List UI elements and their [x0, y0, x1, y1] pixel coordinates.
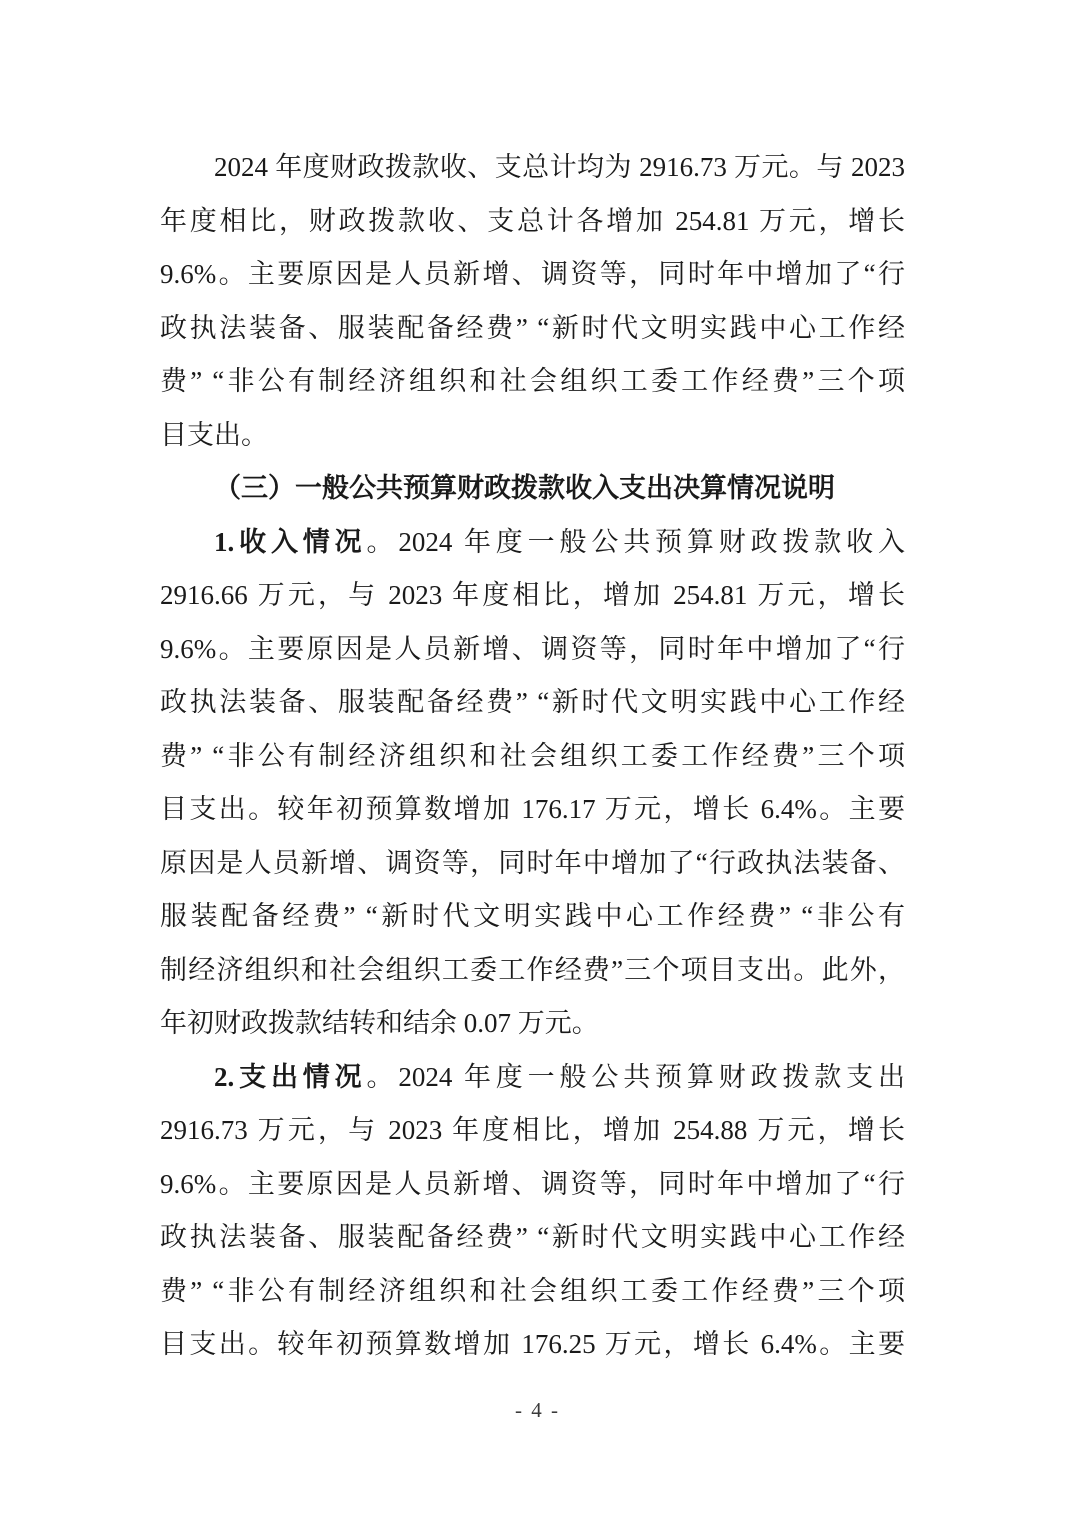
paragraph-line: 政执法装备、服装配备经费” “新时代文明实践中心工作经: [160, 687, 905, 717]
paragraph-line: [160, 516, 905, 570]
expense-item-label: 2.支出情况: [214, 1061, 367, 1092]
paragraph-line: 9.6%。主要原因是人员新增、调资等，同时年中增加了“行: [160, 259, 905, 289]
section-heading: （三）一般公共预算财政拨款收入支出决算情况说明: [214, 473, 835, 503]
paragraph-line: [160, 1051, 905, 1105]
paragraph-line: 9.6%。主要原因是人员新增、调资等，同时年中增加了“行: [160, 1168, 905, 1199]
paragraph-line: 年初财政拨款结转和结余 0.07 万元。: [160, 1008, 599, 1038]
paragraph-line: 2916.66 万元，与 2023 年度相比，增加 254.81 万元，增长: [160, 580, 905, 610]
paragraph-text: 。2024 年度一般公共预算财政拨款收入: [366, 526, 905, 557]
paragraph-line: 目支出。较年初预算数增加 176.25 万元，增长 6.4%。主要: [160, 1329, 905, 1359]
paragraph-line: 费” “非公有制经济组织和社会组织工委工作经费”三个项: [160, 366, 905, 396]
paragraph-line: 9.6%。主要原因是人员新增、调资等，同时年中增加了“行: [160, 633, 905, 664]
paragraph-line: 费” “非公有制经济组织和社会组织工委工作经费”三个项: [160, 1275, 905, 1306]
paragraph-line: 服装配备经费” “新时代文明实践中心工作经费” “非公有: [160, 901, 905, 931]
paragraph-line: 政执法装备、服装配备经费” “新时代文明实践中心工作经: [160, 1222, 905, 1252]
page-number: - 4 -: [515, 1398, 560, 1422]
income-item-label: 1.收入情况: [214, 526, 367, 557]
paragraph-line: 制经济组织和社会组织工委工作经费”三个项目支出。此外，: [160, 954, 905, 985]
document-body: [160, 141, 905, 1372]
paragraph-line: 目支出。较年初预算数增加 176.17 万元，增长 6.4%。主要: [160, 794, 905, 824]
paragraph-line: 2916.73 万元，与 2023 年度相比，增加 254.88 万元，增长: [160, 1115, 905, 1145]
paragraph-text: 。2024 年度一般公共预算财政拨款支出: [366, 1061, 905, 1092]
paragraph-line: 2024 年度财政拨款收、支总计均为 2916.73 万元。与 2023: [214, 152, 905, 182]
paragraph-line: 目支出。: [160, 419, 268, 450]
paragraph-line: 政执法装备、服装配备经费” “新时代文明实践中心工作经: [160, 312, 905, 343]
paragraph-line: 费” “非公有制经济组织和社会组织工委工作经费”三个项: [160, 740, 905, 771]
paragraph-line: 原因是人员新增、调资等，同时年中增加了“行政执法装备、: [160, 847, 905, 878]
paragraph-line: 年度相比，财政拨款收、支总计各增加 254.81 万元，增长: [160, 205, 905, 236]
